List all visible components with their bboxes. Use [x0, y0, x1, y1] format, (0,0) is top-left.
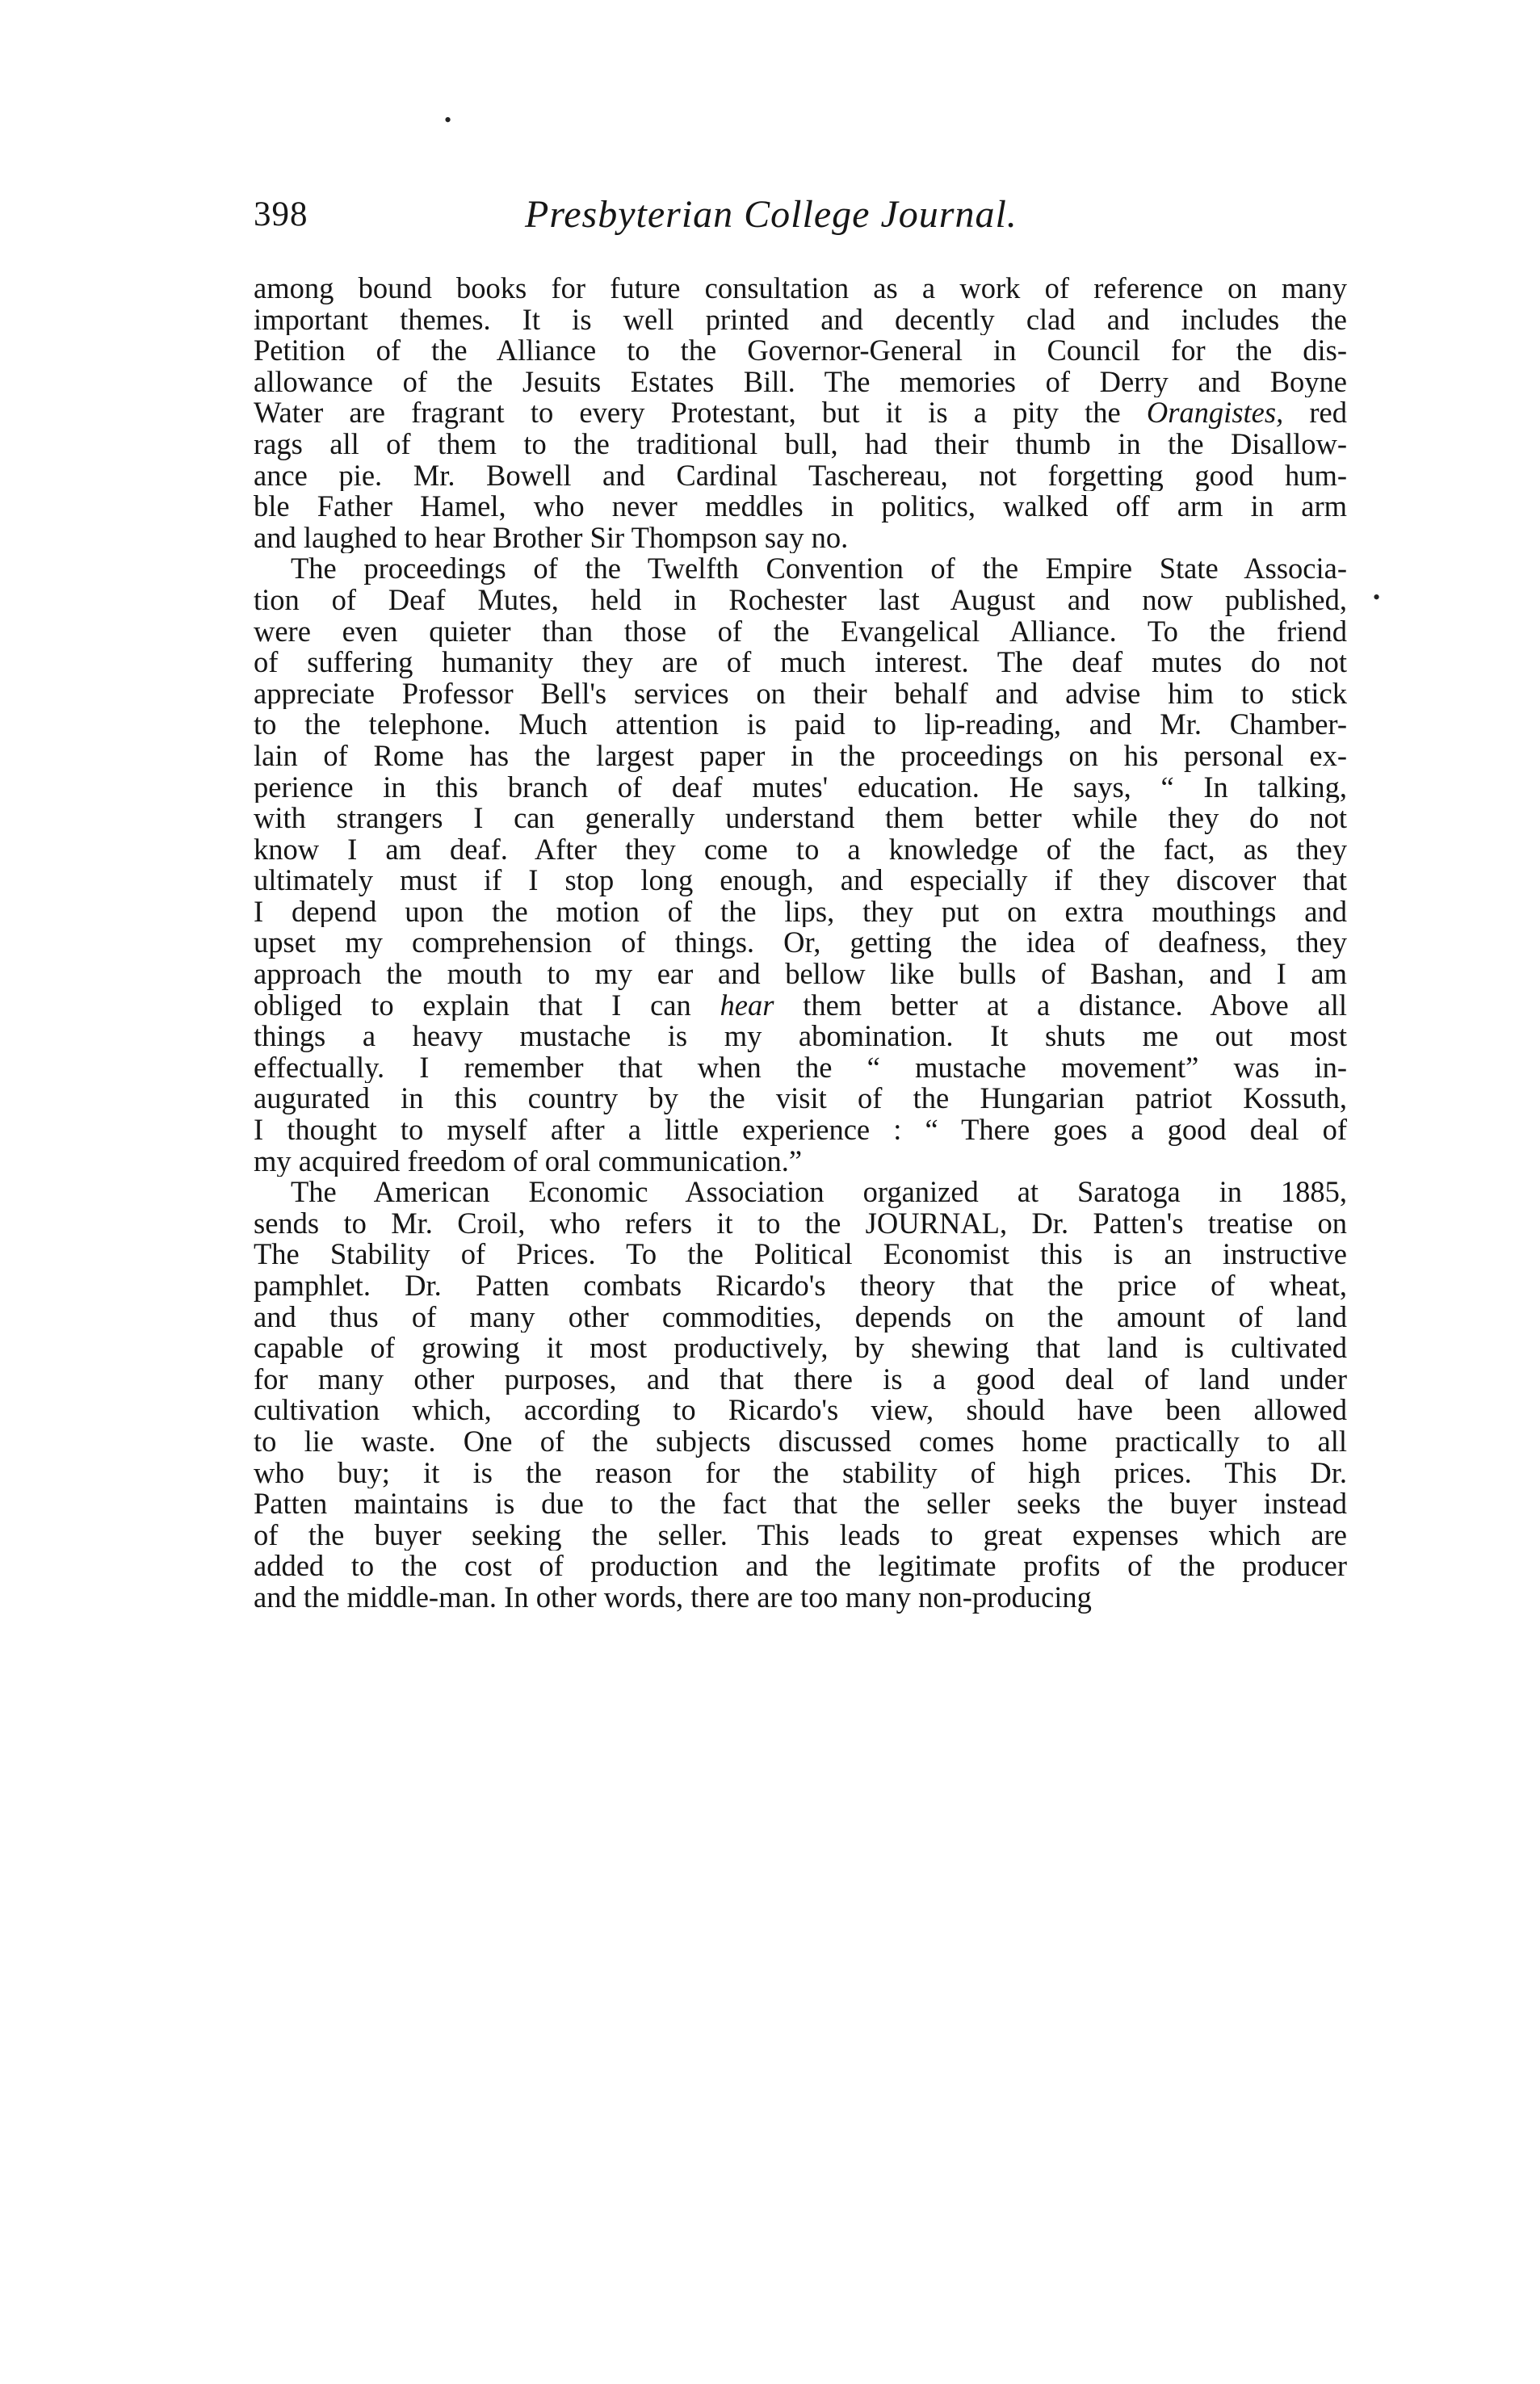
text-line: for many other purposes, and that there is a good deal of land under: [254, 1363, 1347, 1396]
ink-dot-mark: •: [444, 108, 452, 132]
text-line: augurated in this country by the visit of the Hungarian patriot Kossuth,: [254, 1083, 1347, 1115]
article-body: [254, 273, 1347, 1614]
text-line: pamphlet. Dr. Patten combats Ricardo's theory that the price of wheat,: [254, 1270, 1347, 1302]
text-line: The American Economic Association organized at Saratoga in 1885,: [291, 1177, 1347, 1208]
text-line: and laughed to hear Brother Sir Thompson say no.: [254, 522, 849, 554]
text-line: things a heavy mustache is my abomination. It shuts me out most: [254, 1021, 1347, 1052]
text-line: capable of growing it most productively, by shewing that land is cultivated: [254, 1333, 1347, 1364]
text-line: upset my comprehension of things. Or, getting the idea of deafness, they: [254, 927, 1347, 959]
text-line: Water are fragrant to every Protestant, but it is a pity the Orangistes, red: [254, 397, 1347, 429]
text-line: my acquired freedom of oral communication.”: [254, 1145, 803, 1177]
text-line: among bound books for future consultation as a work of reference on many: [254, 273, 1347, 304]
text-line: to the telephone. Much attention is paid to lip-reading, and Mr. Chamber-: [254, 709, 1347, 741]
text-line: ble Father Hamel, who never meddles in politics, walked off arm in arm: [254, 491, 1347, 523]
text-line: Petition of the Alliance to the Governor-General in Council for the dis-: [254, 335, 1347, 367]
paragraph: [254, 273, 1347, 553]
text-line: Patten maintains is due to the fact that the seller seeks the buyer instead: [254, 1488, 1347, 1520]
text-line: The proceedings of the Twelfth Convention of the Empire State Associa-: [291, 553, 1347, 585]
text-line: ance pie. Mr. Bowell and Cardinal Taschereau, not forgetting good hum-: [254, 460, 1347, 492]
text-line: perience in this branch of deaf mutes' education. He says, “ In talking,: [254, 771, 1347, 804]
text-line: and thus of many other commodities, depends on the amount of land: [254, 1301, 1347, 1333]
text-line: The Stability of Prices. To the Political Economist this is an instructive: [254, 1239, 1347, 1270]
text-line: with strangers I can generally understand them better while they do not: [254, 803, 1347, 834]
text-line: added to the cost of production and the legitimate profits of the producer: [254, 1551, 1347, 1582]
page-header: [254, 191, 1368, 247]
text-line: allowance of the Jesuits Estates Bill. The memories of Derry and Boyne: [254, 366, 1347, 398]
text-line: appreciate Professor Bell's services on their behalf and advise him to stick: [254, 678, 1347, 710]
text-line: to lie waste. One of the subjects discussed comes home practically to all: [254, 1425, 1347, 1458]
text-line: I thought to myself after a little experience : “ There goes a good deal of: [254, 1114, 1347, 1146]
text-line: obliged to explain that I can hear them better at a distance. Above all: [254, 989, 1347, 1022]
text-line: important themes. It is well printed and decently clad and includes the: [254, 304, 1347, 336]
text-line: of the buyer seeking the seller. This leads to great expenses which are: [254, 1519, 1347, 1551]
page-number: 398: [254, 195, 308, 233]
text-line: and the middle-man. In other words, there are too many non-producing: [254, 1581, 1092, 1614]
text-line: ultimately must if I stop long enough, and especially if they discover that: [254, 865, 1347, 896]
margin-dot-mark: •: [1373, 586, 1381, 609]
paragraph: [254, 553, 1347, 1177]
paragraph: [254, 1177, 1347, 1613]
text-line: were even quieter than those of the Evangelical Alliance. To the friend: [254, 615, 1347, 648]
text-line: know I am deaf. After they come to a knowledge of the fact, as they: [254, 833, 1347, 866]
text-line: who buy; it is the reason for the stability of high prices. This Dr.: [254, 1457, 1347, 1489]
text-line: tion of Deaf Mutes, held in Rochester last August and now published,: [254, 584, 1347, 616]
text-line: approach the mouth to my ear and bellow like bulls of Bashan, and I am: [254, 959, 1347, 990]
text-line: I depend upon the motion of the lips, they put on extra mouthings and: [254, 896, 1347, 928]
text-line: of suffering humanity they are of much interest. The deaf mutes do not: [254, 647, 1347, 678]
text-line: effectually. I remember that when the “ mustache movement” was in-: [254, 1051, 1347, 1084]
running-title: Presbyterian College Journal.: [525, 193, 1018, 236]
text-line: sends to Mr. Croil, who refers it to the JOURNAL, Dr. Patten's treatise on: [254, 1207, 1347, 1240]
text-line: cultivation which, according to Ricardo's view, should have been allowed: [254, 1395, 1347, 1426]
text-line: rags all of them to the traditional bull, had their thumb in the Disallow-: [254, 428, 1347, 460]
text-line: lain of Rome has the largest paper in the proceedings on his personal ex-: [254, 740, 1347, 772]
